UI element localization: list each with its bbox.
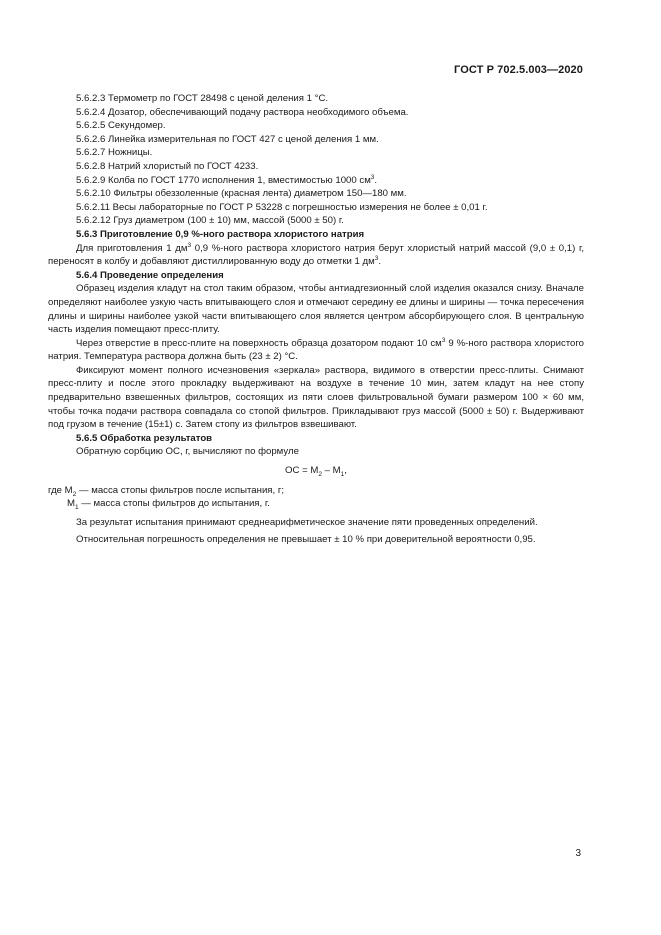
paragraph: Фиксируют момент полного исчезновения «зеркала» раствора, видимого в отверстии пресс-плиты. Снимают пресс-плиту и после этого прокладку выдерживают на воздухе в течение 10 мин, затем кладут на нее стопу предварительно взвешенных фильтров, состоящих из пяти слоев фильтровальной бумаги размером 100 × 60 мм, чтобы точка подачи раствора совпадала со стопой фильтров. Прикладывают груз массой (5000 ± 50) г. Выдерживают под грузом в течение (15±1) с. Затем стопу из фильтров взвешивают. — [48, 364, 584, 431]
list-item: 5.6.2.12 Груз диаметром (100 ± 10) мм, массой (5000 ± 50) г. — [76, 215, 344, 227]
list-item: 5.6.2.6 Линейка измерительная по ГОСТ 427 с ценой деления 1 мм. — [76, 133, 379, 145]
superscript: 3 — [370, 173, 375, 181]
list-item: 5.6.2.4 Дозатор, обеспечивающий подачу раствора необходимого объема. — [76, 106, 409, 118]
formula-legend — [48, 484, 584, 498]
text: — масса стопы фильтров после испытания, г; — [76, 484, 284, 496]
superscript: 3 — [441, 336, 446, 344]
paragraph: За результат испытания принимают среднеарифметическое значение пяти проведенных определений. — [76, 516, 538, 528]
text: где М — [48, 484, 73, 496]
text: 9 %-ного раствора хлористого натрия. Температура раствора должна быть (23 ± 2) °С. — [48, 337, 584, 363]
text: , — [344, 465, 347, 477]
section-heading: 5.6.3 Приготовление 0,9 %-ного раствора хлористого натрия — [76, 228, 365, 240]
text: . — [374, 174, 378, 186]
text: ОС = М — [285, 465, 319, 477]
list-item: 5.6.2.5 Секундомер. — [76, 120, 166, 132]
subscript: 1 — [75, 504, 79, 512]
section-heading: 5.6.5 Обработка результатов — [76, 432, 213, 444]
subscript: 1 — [340, 470, 345, 478]
text: Для приготовления 1 дм — [76, 242, 188, 254]
formula — [48, 464, 584, 478]
doc-header-code: ГОСТ Р 702.5.003—2020 — [454, 64, 583, 76]
paragraph: Обратную сорбцию ОС, г, вычисляют по формуле — [76, 446, 299, 458]
list-item: 5.6.2.3 Термометр по ГОСТ 28498 с ценой деления 1 °С. — [76, 93, 329, 104]
list-item: 5.6.2.7 Ножницы. — [76, 147, 153, 159]
document-body — [48, 92, 584, 547]
subscript: 2 — [72, 490, 77, 498]
text: М — [67, 498, 75, 510]
list-item: 5.6.2.11 Весы лабораторные по ГОСТ Р 53228 с погрешностью измерения не более ± 0,01 г. — [76, 201, 488, 213]
superscript: 3 — [374, 254, 379, 262]
paragraph: Образец изделия кладут на стол таким образом, чтобы антиадгезионный слой изделия оказался снизу. Вначале определяют наиболее узкую часть впитывающего слоя и отмечают середину ее длины и ширины — точка пересечения длины и ширины наиболее узкой части впитывающего слоя является центром абсорбирующего слоя. В центральную часть изделия помещают пресс-плиту. — [48, 283, 584, 336]
text: . — [378, 256, 382, 268]
text: Через отверстие в пресс-плите на поверхность образца дозатором подают 10 см — [76, 337, 442, 349]
text: – М — [321, 465, 341, 477]
list-item: 5.6.2.8 Натрий хлористый по ГОСТ 4233. — [76, 160, 259, 172]
subscript: 2 — [318, 470, 322, 478]
list-item: 5.6.2.10 Фильтры обеззоленные (красная лента) диаметром 150—180 мм. — [76, 188, 407, 200]
paragraph: Относительная погрешность определения не превышает ± 10 % при доверительной вероятности 0,95. — [76, 534, 536, 546]
paragraph — [48, 337, 584, 364]
page-number: 3 — [575, 848, 581, 859]
formula-legend — [48, 497, 584, 511]
text: 5.6.2.9 Колба по ГОСТ 1770 исполнения 1, вместимостью 1000 см — [76, 174, 371, 186]
text: — масса стопы фильтров до испытания, г. — [78, 498, 270, 510]
section-heading: 5.6.4 Проведение определения — [76, 269, 224, 281]
paragraph — [48, 242, 584, 269]
superscript: 3 — [187, 241, 192, 249]
list-item — [48, 174, 584, 188]
text: 0,9 %-ного раствора хлористого натрия берут хлористый натрий массой (9,0 ± 0,1) г, переносят в колбу и добавляют дистиллированную воду до отметки 1 дм — [48, 242, 585, 268]
